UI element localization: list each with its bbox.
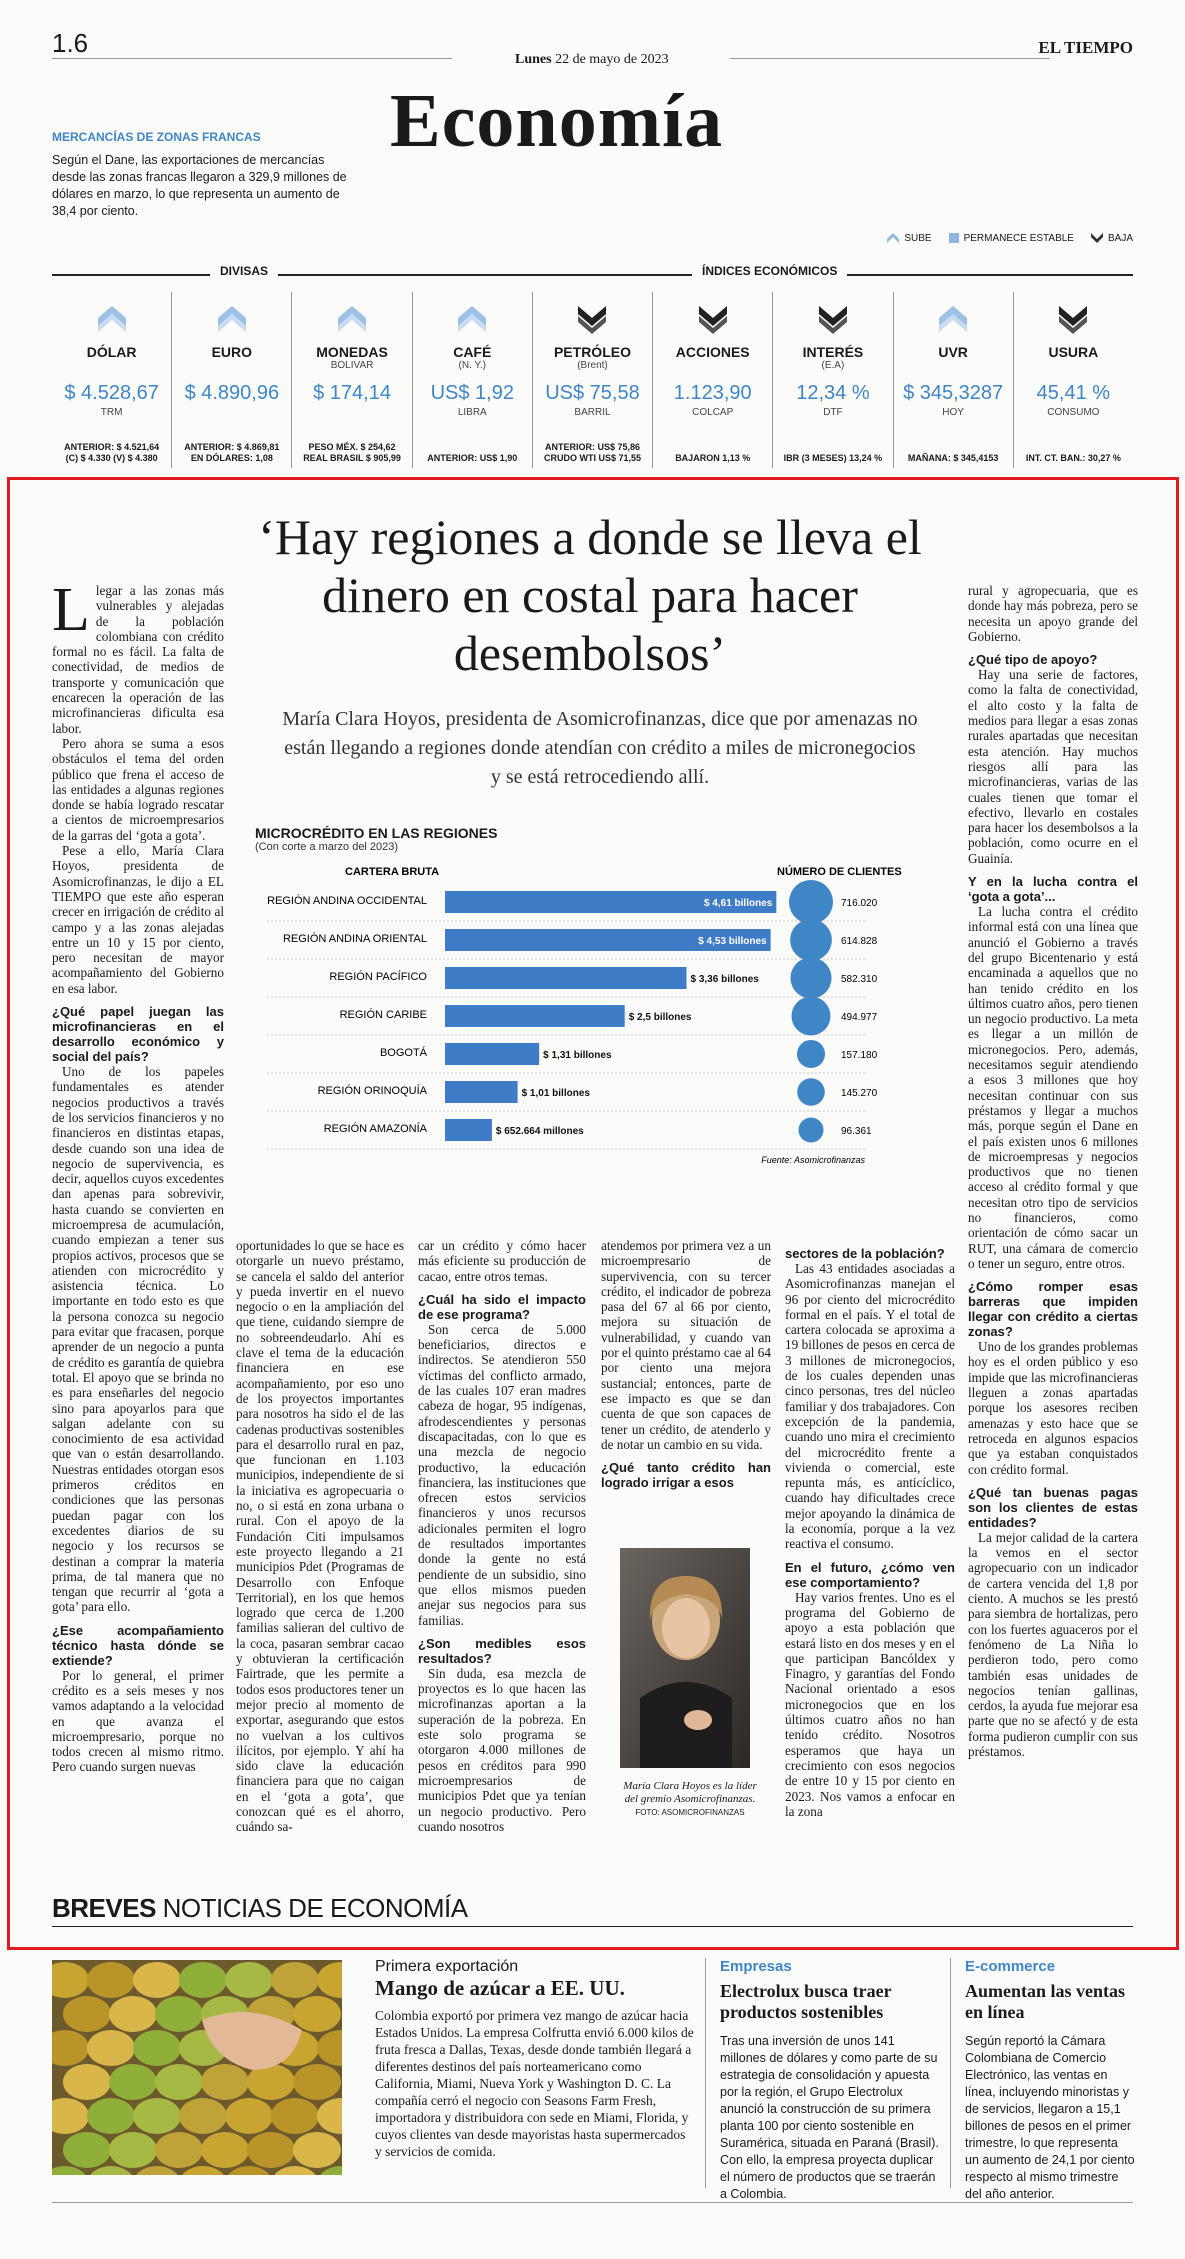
indicator-name: EURO xyxy=(211,344,253,360)
chart-bubble xyxy=(797,1078,825,1106)
indicator-sub: (Brent) xyxy=(577,360,608,371)
masthead: EL TIEMPO xyxy=(1038,38,1133,57)
indicator-name: CAFÉ xyxy=(453,344,492,360)
indicator-value: $ 345,3287 xyxy=(903,382,1004,404)
microcredit-chart xyxy=(255,825,935,1225)
article-paragraph: oportunidades lo que se hace es otorgarle un nuevo préstamo, se cancela el saldo del anterior y pueda invertir en el nuevo negocio o en la ampliación del que tiene, cuidando siempre de no sobreendeudarlo. Ahí es clave el tema de la educación financiera en ese acompañamiento, por eso uno de los proyectos importantes para nosotros ha sido el de las cadenas productivas sostenibles para el desarrollo rural en paz, que funcionan en 1.103 municipios, independiente de si la iniciativa es agropecuaria o no, o si está en zona urbana o rural. Con el apoyo de la Fundación Citi impulsamos este proyecto llegando a 21 municipios Pdet (Programas de Desarrollo con Enfoque Territorial), en los que hemos logrado que cerca de 1.200 familias salieran del cultivo de la coca, pasaran sembrar cacao y obtuvieran la certificación Fairtrade, que les permite a todos esos productores tener un mejor precio al momento de exportar, asegurando que estos no vuelvan a los cultivos ilícitos, por ejemplo. Y ahí ha sido clave la educación financiera para que no caigan en el ‘gota a gota’, que conozcan qué es el ahorro, cuándo sa- xyxy=(236,1238,404,1835)
chart-category-label: REGIÓN PACÍFICO xyxy=(329,971,427,983)
trend-down-icon xyxy=(817,302,849,336)
article-column-4 xyxy=(601,1238,771,1490)
chart-bar-label: $ 4,53 billones xyxy=(698,936,767,947)
mango-fruit xyxy=(293,2064,341,2100)
chart-source: Fuente: Asomicrofinanzas xyxy=(761,1155,865,1165)
mango-fruit xyxy=(247,2132,295,2168)
brief-title: Mango de azúcar a EE. UU. xyxy=(375,1976,625,2000)
article-paragraph: Hay varios frentes. Uno es el programa del Gobierno de apoyo a esta población que estará listo en dos meses y en el que participan Bancóldex y Finagro, y garantías del Fondo Nacional orientado a esos micronegocios que en los últimos cuatro años no han tenido crédito. Nosotros esperamos que haya un crecimiento con esos negocios de entre 10 y 15 por ciento en 2023. Nos vamos a enfocar en la zona xyxy=(785,1589,955,1819)
mango-fruit xyxy=(109,2064,157,2100)
indicator-sub: BOLIVAR xyxy=(330,360,374,371)
indicator-unit: HOY xyxy=(942,407,964,418)
chart-subtitle: (Con corte a marzo del 2023) xyxy=(255,841,399,853)
stable-square-icon xyxy=(948,232,960,244)
mango-fruit xyxy=(179,1962,227,1998)
drop-cap: L xyxy=(52,576,90,644)
down-arrow-icon xyxy=(1090,232,1104,244)
trend-up-icon xyxy=(216,302,248,336)
indicator-sub xyxy=(172,360,291,372)
article-paragraph: La mejor calidad de la cartera la vemos en el sector agropecuario con un indicador de cartera vencida del 1,8 por ciento. A muchos se les prestó para siembra de hortalizas, pero con los fuertes aguaceros por el fenómeno de La Niña lo perdieron todo, pero como también esas unidades de negocios tenían gallinas, cerdos, la ayuda fue mejorar esa parte que no se afectó y de esta forma pudieron cumplir con sus préstamos. xyxy=(968,1529,1138,1759)
indicator-foot-line: ANTERIOR: US$ 75,86 xyxy=(544,442,640,452)
chart-bar-label: $ 3,36 billones xyxy=(690,974,759,985)
indicator-foot xyxy=(894,453,1013,464)
photo-caption xyxy=(620,1780,760,1819)
chart-svg xyxy=(255,863,935,1223)
teaser-text: Según el Dane, las exportaciones de mercancías desde las zonas francas llegaron a 329,9 millones de dólares en marzo, lo que representa un aumento de 38,4 por ciento. xyxy=(52,153,347,218)
indicator-acciones xyxy=(653,292,773,468)
mango-fruit xyxy=(155,1996,203,2032)
date-day: Lunes xyxy=(515,52,552,67)
indicator-café xyxy=(413,292,533,468)
article-question: ¿Ese acompañamiento técnico hasta dónde se extiende? xyxy=(52,1622,224,1668)
chart-right-header: NÚMERO DE CLIENTES xyxy=(777,866,902,878)
indicator-name: USURA xyxy=(1048,344,1099,360)
indicator-name: UVR xyxy=(938,344,968,360)
mango-fruit xyxy=(225,1962,273,1998)
legend-down: BAJA xyxy=(1090,232,1133,244)
chart-bar xyxy=(445,1043,539,1065)
indicator-foot xyxy=(1014,453,1133,464)
article-paragraph: Pese a ello, María Clara Hoyos, presidenta de Asomicrofinanzas, le dijo a EL TIEMPO que este año esperan crecer en irrigación de crédito al campo y a las zonas alejadas entre un 10 y 15 por ciento, pero necesitan de mayor acompañamiento del Gobierno en esa labor. xyxy=(52,843,224,996)
indicator-uvr xyxy=(894,292,1014,468)
brief-divider-2 xyxy=(950,1958,951,2188)
mango-fruit xyxy=(271,2098,319,2134)
article-column-3 xyxy=(418,1238,586,1834)
indicator-name: MONEDAS xyxy=(316,344,388,360)
indicator-name: ACCIONES xyxy=(675,344,750,360)
group-divisas: DIVISAS xyxy=(210,264,278,278)
breves-rest: NOTICIAS DE ECONOMÍA xyxy=(162,1893,468,1923)
mango-fruit xyxy=(225,2098,273,2134)
indicator-row xyxy=(52,292,1133,468)
chart-category-label: REGIÓN ANDINA OCCIDENTAL xyxy=(267,895,427,907)
indicator-sub xyxy=(1014,360,1133,372)
article-question: ¿Qué tan buenas pagas son los clientes de estas entidades? xyxy=(968,1484,1138,1530)
header-rule-left xyxy=(52,58,452,59)
portrait-photo xyxy=(620,1548,750,1768)
brief-mango xyxy=(375,1958,695,2160)
chart-category-label: REGIÓN ORINOQUÍA xyxy=(317,1085,427,1097)
group-indices: ÍNDICES ECONÓMICOS xyxy=(692,264,847,278)
indicator-foot xyxy=(172,442,291,464)
mango-photo xyxy=(52,1960,342,2175)
chart-bar-label: $ 652.664 millones xyxy=(495,1126,584,1137)
indicator-monedas xyxy=(292,292,412,468)
trend-down-icon xyxy=(1057,302,1089,336)
mango-fruit xyxy=(87,2098,135,2134)
article-question: En el futuro, ¿cómo ven ese comportamiento? xyxy=(785,1559,955,1590)
indicator-usura xyxy=(1014,292,1133,468)
chart-left-header: CARTERA BRUTA xyxy=(345,866,440,878)
article-question: sectores de la población? xyxy=(785,1246,945,1261)
mango-fruit xyxy=(201,2132,249,2168)
article-column-1 xyxy=(52,576,224,1775)
indicator-foot-line: EN DÓLARES: 1,08 xyxy=(190,453,273,463)
brief-title: Electrolux busca traer productos sostenibles xyxy=(720,1981,892,2022)
indicator-foot-line: IBR (3 MESES) 13,24 % xyxy=(783,453,883,463)
indicator-foot-line: INT. CT. BAN.: 30,27 % xyxy=(1025,453,1121,463)
section-title: Economía xyxy=(390,79,724,163)
article-paragraph: atendemos por primera vez a un microempresario de supervivencia, con su tercer crédito, el indicador de pobreza pasa del 67 al 66 por ciento, mejora su situación de vulnerabilidad, y cuando van por el quinto préstamo cae al 64 por ciento una mejora sustancial; entonces, parte de ese impacto es que se dan cuenta de que son capaces de tener un crédito, de atenderlo y de notar un cambio en su vida. xyxy=(601,1238,771,1452)
mango-fruit xyxy=(133,1962,181,1998)
chart-bubble xyxy=(792,997,831,1036)
chart-category-label: REGIÓN ANDINA ORIENTAL xyxy=(282,933,427,945)
article-paragraph: La lucha contra el crédito informal está con una línea que anunció el Gobierno a través del grupo Bicentenario y está encaminada a aquellos que no han tenido crédito en los últimos cuatro años, pero tienen un negocio productivo. La meta es llegar a un millón de micronegocios. Pero, además, necesitamos seguir atendiendo a esos 3 millones que hoy necesitan continuar con sus préstamos y llegar a muchos más, porque según el Dane en el país existen unos 6 millones de microempresas y negocios productivos que no tienen acceso al crédito formal y que necesitan otro tipo de servicios no financieros, como orientación de cómo sacar un RUT, una cámara de comercio o tener un seguro, entre otros. xyxy=(968,904,1138,1271)
indicator-foot-line: ANTERIOR: $ 4.521,64 xyxy=(64,442,160,452)
mango-fruit xyxy=(87,2030,135,2066)
trend-up-icon xyxy=(96,302,128,336)
trend-up-icon xyxy=(336,302,368,336)
chart-bar xyxy=(445,1081,518,1103)
chart-title: MICROCRÉDITO EN LAS REGIONES xyxy=(255,825,498,841)
chart-bubble-label: 494.977 xyxy=(841,1012,878,1023)
indicator-sub: (E.A) xyxy=(821,360,845,371)
indicator-unit: DTF xyxy=(823,407,843,418)
legend-up: SUBE xyxy=(886,232,931,244)
chart-bar-label: $ 1,01 billones xyxy=(521,1088,590,1099)
teaser-kicker: MERCANCÍAS DE ZONAS FRANCAS xyxy=(52,130,261,144)
article-paragraph: Sin duda, esa mezcla de proyectos es lo que hacen las microfinanzas aportan a la superación de la pobreza. En este solo programa se otorgaron 4.000 millones de pesos en créditos para 990 microempresarios de municipios Pdet que ya tenían un negocio productivo. Pero cuando nosotros xyxy=(418,1665,586,1834)
mango-fruit xyxy=(179,2098,227,2134)
indicator-foot xyxy=(773,453,892,464)
mango-fruit xyxy=(109,1996,157,2032)
indicator-value: 12,34 % xyxy=(796,382,870,404)
mango-fruit xyxy=(201,2064,249,2100)
chart-bubble-label: 582.310 xyxy=(841,974,878,985)
trend-up-icon xyxy=(937,302,969,336)
article-question: ¿Qué tanto crédito han logrado irrigar a esos xyxy=(601,1460,771,1491)
brief-title: Aumentan las ventas en línea xyxy=(965,1981,1126,2022)
chart-category-label: REGIÓN CARIBE xyxy=(339,1009,427,1021)
indicator-foot xyxy=(413,453,532,464)
chart-bubble-label: 145.270 xyxy=(841,1088,878,1099)
indicator-sub xyxy=(653,360,772,372)
brief-body: Tras una inversión de unos 141 millones de dólares y como parte de su estrategia de consolidación y apuesta por la región, el Grupo Electrolux anunció la construcción de su primera planta 100 por ciento sostenible en Suramérica, situada en Paraná (Brasil). Con ello, la empresa proyecta duplicar el número de productos que se traerán a Colombia. xyxy=(720,2034,939,2201)
indicator-foot-line: (C) $ 4.330 (V) $ 4.380 xyxy=(65,453,158,463)
brief-body: Colombia exportó por primera vez mango de azúcar hacia Estados Unidos. La empresa Colfrutta envió 6.000 kilos de fruta fresca a Dallas, Texas, desde donde también llegará a diferentes destinos del país norteamericano como California, Miami, Nueva York y Washington D. C. La compañía cerró el negocio con Seasons Farm Fresh, importadora y distribuidora con sede en Miami, Florida, y cuyos clientes van desde mayoristas hasta supermercados y servicios de comida. xyxy=(375,2008,694,2159)
chart-bubble xyxy=(790,957,831,998)
indicator-value: $ 4.890,96 xyxy=(184,382,280,404)
mango-fruit xyxy=(155,2132,203,2168)
chart-bar-label: $ 4,61 billones xyxy=(703,898,773,909)
page-number: 1.6 xyxy=(52,28,89,58)
article-paragraph: Uno de los papeles fundamentales es atender negocios productivos a través de los servicios financieros y no financieros en distintas etapas, desde cuando son una idea de negocio de supervivencia, es decir, aquellos cuyos excedentes dan apenas para sobrevivir, hasta cuando se convierten en microempresa de acumulación, cuando empiezan a tener sus propios activos, procesos que se atienden con microcrédito y asistencia técnica. Lo importante en todo esto es que la persona conozca su negocio para evitar que fracasen, porque aprender de un negocio a punta de crédito es garantía de quiebra total. El apoyo que se brinda no es para enseñarles del negocio sino para apoyarlos para que salgan adelante con su conocimiento de esa actividad que van o están desarrollando. Nuestras entidades otorgan esos primeros créditos en condiciones que las personas puedan pagar con los excedentes diarios de su negocio y los recursos se destinan a comprar la materia prima, de tal manera que no tengan que recurrir al ‘gota a gota’ para ello. xyxy=(52,1064,224,1615)
indicator-unit: CONSUMO xyxy=(1047,407,1100,418)
indicator-value: $ 174,14 xyxy=(313,382,391,404)
indicator-euro xyxy=(172,292,292,468)
breves-header xyxy=(52,1893,468,1924)
mango-fruit xyxy=(293,2132,341,2168)
indicator-foot-line: ANTERIOR: $ 4.869,81 xyxy=(184,442,280,452)
article-paragraph: Uno de los grandes problemas hoy es el orden público y eso impide que las microfinancieras lleguen a zonas apartadas porque los asesores reciben amenazas y esto hace que se retroceda en algunos espacios que ya estaban conquistados con crédito formal. xyxy=(968,1339,1138,1477)
chart-bubble xyxy=(798,1117,823,1142)
chart-category-label: BOGOTÁ xyxy=(379,1047,427,1059)
mango-fruit xyxy=(63,1996,111,2032)
article-paragraph: legar a las zonas más vulnerables y alejadas de la población colombiana con crédito formal no es fácil. La falta de conectividad, de medios de transporte y comunicación que encarecen la operación de las microfinancieras dificulta esa labor. xyxy=(52,583,224,736)
article-question: ¿Cuál ha sido el impacto de ese programa? xyxy=(418,1291,586,1322)
indicator-unit: TRM xyxy=(100,407,123,418)
mango-fruit xyxy=(155,2064,203,2100)
indicator-interés xyxy=(773,292,893,468)
indicator-foot-line: ANTERIOR: US$ 1,90 xyxy=(427,453,518,463)
article-question: ¿Qué papel juegan las microfinancieras en el desarrollo económico y social del país? xyxy=(52,1004,224,1065)
portrait-image xyxy=(620,1548,750,1768)
article-column-2 xyxy=(236,1238,404,1835)
indicator-sub xyxy=(894,360,1013,372)
indicator-foot-line: REAL BRASIL $ 905,99 xyxy=(303,453,401,463)
indicator-sub: (N. Y.) xyxy=(458,360,486,371)
breves-strong: BREVES xyxy=(52,1893,156,1923)
indicator-foot xyxy=(52,442,171,464)
indicator-value: US$ 1,92 xyxy=(430,382,514,404)
indicator-foot-line: MAÑANA: $ 345,4153 xyxy=(907,453,999,463)
legend-stable: PERMANECE ESTABLE xyxy=(948,232,1074,244)
indicator-name: DÓLAR xyxy=(86,344,137,360)
indicator-foot xyxy=(653,453,772,464)
mango-fruit xyxy=(133,2098,181,2134)
chart-bar-label: $ 2,5 billones xyxy=(628,1012,692,1023)
mango-fruit xyxy=(87,1962,135,1998)
indicator-value: $ 4.528,67 xyxy=(64,382,159,404)
up-arrow-icon xyxy=(886,232,900,244)
bottom-rule xyxy=(52,2202,1133,2203)
chart-bubble-label: 96.361 xyxy=(841,1126,872,1137)
indicator-group-labels xyxy=(52,264,1133,284)
indicator-dólar xyxy=(52,292,172,468)
indicator-foot xyxy=(533,442,652,464)
date-rest: 22 de mayo de 2023 xyxy=(555,52,669,67)
brief-kicker: Empresas xyxy=(720,1958,792,1975)
article-paragraph: car un crédito y cómo hacer más eficiente su producción de cacao, entre otros temas. xyxy=(418,1238,586,1284)
brief-kicker: Primera exportación xyxy=(375,1958,519,1975)
indicator-foot-line: PESO MÉX. $ 254,62 xyxy=(308,442,396,452)
article-headline: ‘Hay regiones a donde se lleva el dinero en costal para hacer desembolsos’ xyxy=(258,509,922,681)
indicator-sub xyxy=(52,360,171,372)
trend-legend xyxy=(886,232,1133,244)
brief-electrolux xyxy=(720,1958,940,2203)
breves-rule xyxy=(52,1926,1133,1927)
mango-fruit xyxy=(293,1996,341,2032)
article-paragraph: Son cerca de 5.000 beneficiarios, directos e indirectos. Se atendieron 550 víctimas del conflicto armado, de las cuales 107 eran madres cabeza de hogar, 95 indígenas, afrodescendientes y personas discapacitadas, con lo que es una mezcla de negocio productivo, la educación financiera, las instituciones que ofrecen estos servicios financieros y unos recursos adicionales permiten el logro de resultados importantes donde la gente no está pendiente de un subsidio, sino que ellos mismos pueden anejar sus negocios para sus familias. xyxy=(418,1321,586,1628)
mango-image xyxy=(52,1960,342,2175)
indicator-unit: COLCAP xyxy=(692,407,734,418)
indicator-unit: LIBRA xyxy=(457,407,487,418)
article-question: Y en la lucha contra el ‘gota a gota’... xyxy=(968,874,1138,905)
chart-bubble-label: 614.828 xyxy=(841,936,878,947)
article-question: ¿Son medibles esos resultados? xyxy=(418,1635,586,1666)
article-paragraph: Por lo general, el primer crédito es a seis meses y nos vamos adaptando a la velocidad en que avanza el microempresario, porque no todos crecen al mismo ritmo. Pero cuando surgen nuevas xyxy=(52,1667,224,1775)
chart-bubble-label: 716.020 xyxy=(841,898,878,909)
indicator-unit: BARRIL xyxy=(574,407,611,418)
article-paragraph: Hay una serie de factores, como la falta de conectividad, el alto costo y la falta de medios para llegar a esas zonas rurales apartadas que necesitan esta atención. Hay muchos riesgos allí para las microfinancieras, varias de las cuales tienen que tomar el efectivo, llevarlo en costales para hacer los desembolsos a la población, como ocurre en el Guainía. xyxy=(968,667,1138,866)
article-column-6 xyxy=(968,583,1138,1759)
mango-fruit xyxy=(109,2132,157,2168)
article-question: ¿Qué tipo de apoyo? xyxy=(968,652,1098,668)
indicator-value: US$ 75,58 xyxy=(545,382,640,404)
article-paragraph: Pero ahora se suma a esos obstáculos el tema del orden público que frena el acceso de las entidades a algunas regiones donde se había logrado rescatar a cientos de microempresarios de la garras del ‘gota a gota’. xyxy=(52,735,224,843)
chart-bar-label: $ 1,31 billones xyxy=(543,1050,612,1061)
indicator-petróleo xyxy=(533,292,653,468)
indicator-name: INTERÉS xyxy=(802,344,864,360)
article-dek: María Clara Hoyos, presidenta de Asomicrofinanzas, dice que por amenazas no están llegando a regiones donde atendían con crédito a miles de micronegocios y se está retrocediendo allí. xyxy=(282,708,918,788)
chart-bar xyxy=(445,1005,625,1027)
caption-text: María Clara Hoyos es la líder del gremio Asomicrofinanzas. xyxy=(623,1780,757,1805)
chart-bar xyxy=(445,1119,492,1141)
brief-divider-1 xyxy=(705,1958,706,2188)
chart-bubble xyxy=(789,880,833,924)
brief-kicker: E-commerce xyxy=(965,1958,1056,1975)
mango-fruit xyxy=(133,2030,181,2066)
indicator-value: 1.123,90 xyxy=(673,382,752,404)
trend-down-icon xyxy=(697,302,729,336)
chart-bar xyxy=(445,967,687,989)
mango-fruit xyxy=(63,2064,111,2100)
article-question: ¿Cómo romper esas barreras que impiden llegar con crédito a ciertas zonas? xyxy=(968,1279,1138,1340)
indicator-foot xyxy=(292,442,411,464)
brief-ecommerce xyxy=(965,1958,1135,2203)
mango-fruit xyxy=(271,1962,319,1998)
trend-down-icon xyxy=(576,302,608,336)
indicator-name: PETRÓLEO xyxy=(553,344,631,360)
indicator-foot-line: BAJARON 1,13 % xyxy=(675,453,751,463)
indicator-foot-line: CRUDO WTI US$ 71,55 xyxy=(543,453,641,463)
chart-category-label: REGIÓN AMAZONÍA xyxy=(323,1123,427,1135)
mango-fruit xyxy=(63,2132,111,2168)
brief-body: Según reportó la Cámara Colombiana de Comercio Electrónico, las ventas en línea, incluyendo minoristas y de servicios, llegaron a 15,1 billones de pesos en el primer trimestre, lo que representa un aumento de 24,1 por ciento respecto al mismo trimestre del año anterior. xyxy=(965,2034,1135,2201)
article-column-5 xyxy=(785,1238,955,1819)
trend-up-icon xyxy=(456,302,488,336)
date-line xyxy=(515,52,669,68)
article-paragraph: Las 43 entidades asociadas a Asomicrofinanzas manejan el 96 por ciento del microcrédito formal en el país. Y el total de cartera colocada se aproxima a 19 billones de pesos en cerca de 3 millones de micronegocios, de los cuales dependen unas cinco personas, tres del núcleo familiar y dos trabajadores. Con excepción de la pandemia, cuando uno mira el crecimiento del microcrédito frente a vivienda o comercial, este repunta más, es anticíclico, cuando hay dificultades crece mejor apoyando la dinámica de la economía, porque a la vez reactiva el consumo. xyxy=(785,1261,955,1552)
indicator-value: 45,41 % xyxy=(1036,382,1111,404)
header-rule-right xyxy=(730,58,1050,59)
chart-bubble-label: 157.180 xyxy=(841,1050,878,1061)
chart-bubble xyxy=(790,919,832,961)
chart-bubble xyxy=(797,1040,825,1068)
photo-credit: FOTO: ASOMICROFINANZAS xyxy=(635,1808,745,1817)
article-paragraph: rural y agropecuaria, que es donde hay más pobreza, pero se necesita un apoyo grande del Gobierno. xyxy=(968,583,1138,644)
